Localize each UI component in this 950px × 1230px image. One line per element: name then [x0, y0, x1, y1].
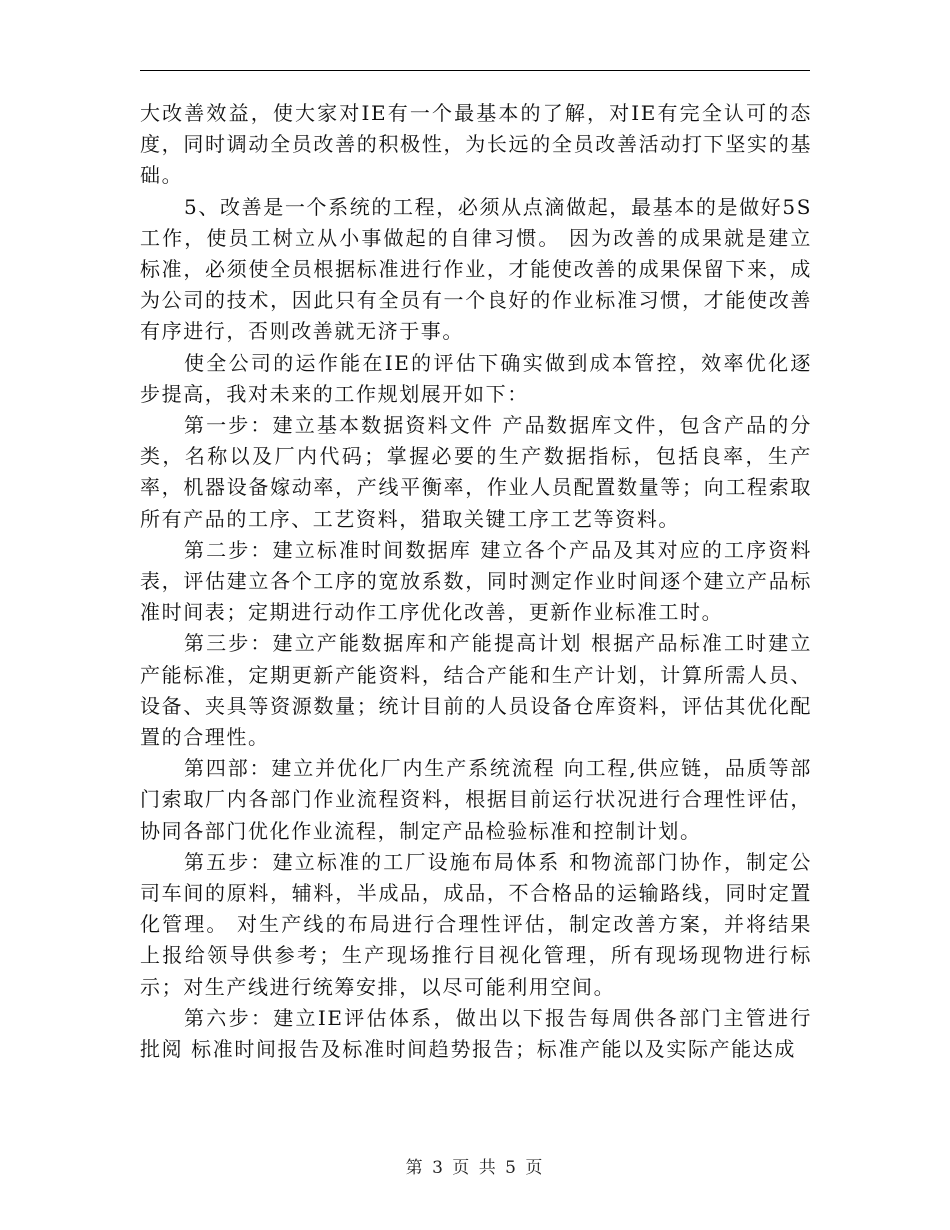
paragraph-step-5: 第五步：建立标准的工厂设施布局体系 和物流部门协作，制定公司车间的原料，辅料，半成品，成品，不合格品的运输路线，同时定置化管理。 对生产线的布局进行合理性评估，制定改善方案，并将结果上报给领导供参考；生产现场推行目视化管理，所有现场现物进行标示；对生产线进行统筹安排，以尽可能利用空间。: [140, 849, 812, 999]
paragraph-step-1: 第一步：建立基本数据资料文件 产品数据库文件，包含产品的分类，名称以及厂内代码；掌握必要的生产数据指标，包括良率，生产率，机器设备嫁动率，产线平衡率，作业人员配置数量等；向工程索取所有产品的工序、工艺资料，猎取关键工序工艺等资料。: [140, 413, 812, 531]
paragraph-step-4: 第四部：建立并优化厂内生产系统流程 向工程,供应链，品质等部门索取厂内各部门作业流程资料，根据目前运行状况进行合理性评估，协同各部门优化作业流程，制定产品检验标准和控制计划。: [140, 756, 812, 843]
page-number-footer: 第 3 页 共 5 页: [405, 1158, 545, 1178]
paragraph-step-2: 第二步：建立标准时间数据库 建立各个产品及其对应的工序资料表，评估建立各个工序的宽放系数，同时测定作业时间逐个建立产品标准时间表；定期进行动作工序优化改善，更新作业标准工时。: [140, 537, 812, 625]
paragraph-point-5: 5、改善是一个系统的工程，必须从点滴做起，最基本的是做好5S工作，使员工树立从小事做起的自律习惯。 因为改善的成果就是建立标准，必须使全员根据标准进行作业，才能使改善的成果保留下来，成为公司的技术，因此只有全员有一个良好的作业标准习惯，才能使改善有序进行，否则改善就无济于事。: [140, 194, 812, 344]
paragraph-continuation: 大改善效益，使大家对IE有一个最基本的了解，对IE有完全认可的态度，同时调动全员改善的积极性，为长远的全员改善活动打下坚实的基础。: [140, 101, 812, 188]
header-rule: [140, 70, 810, 71]
document-body: [140, 98, 812, 1065]
paragraph-step-3: 第三步：建立产能数据库和产能提高计划 根据产品标准工时建立产能标准，定期更新产能资料，结合产能和生产计划，计算所需人员、设备、夹具等资源数量；统计目前的人员设备仓库资料，评估其优化配置的合理性。: [140, 631, 812, 750]
paragraph-plan-intro: 使全公司的运作能在IE的评估下确实做到成本管控，效率优化逐步提高，我对未来的工作规划展开如下：: [140, 350, 812, 406]
paragraph-step-6: 第六步：建立IE评估体系，做出以下报告每周供各部门主管进行批阅 标准时间报告及标准时间趋势报告；标准产能以及实际产能达成: [140, 1005, 812, 1062]
